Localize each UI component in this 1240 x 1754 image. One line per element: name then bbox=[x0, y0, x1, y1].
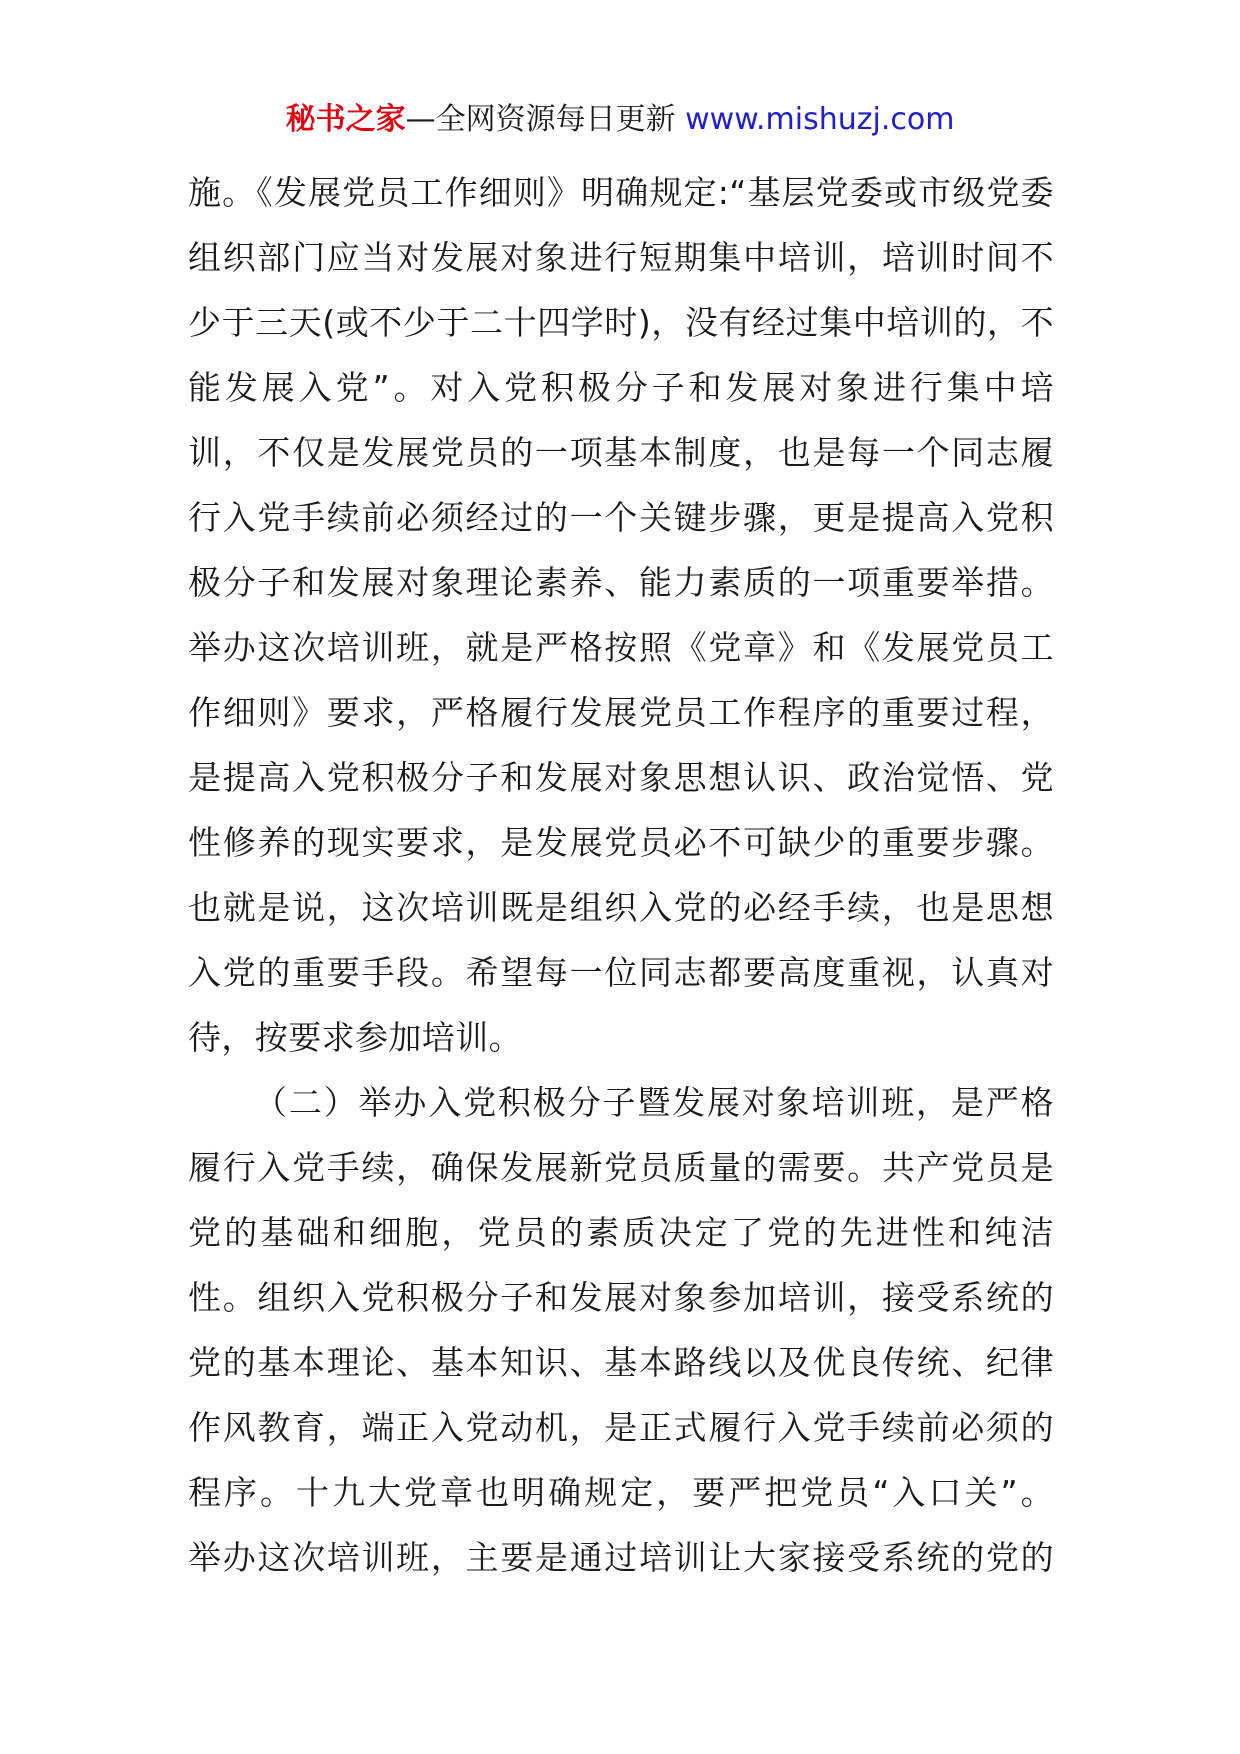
text-line: 程序。十九大党章也明确规定，要严把党员“入口关”。 bbox=[188, 1473, 1054, 1512]
text-line: 党的基础和细胞，党员的素质决定了党的先进性和纯洁 bbox=[188, 1213, 1054, 1252]
text-line: 举办这次培训班，主要是通过培训让大家接受系统的党的 bbox=[188, 1538, 1054, 1577]
text-line: 党的基本理论、基本知识、基本路线以及优良传统、纪律 bbox=[188, 1343, 1054, 1382]
text-line: 履行入党手续，确保发展新党员质量的需要。共产党员是 bbox=[188, 1148, 1054, 1187]
text-line: 入党的重要手段。希望每一位同志都要高度重视，认真对 bbox=[188, 953, 1054, 992]
text-line: 作风教育，端正入党动机，是正式履行入党手续前必须的 bbox=[188, 1408, 1054, 1447]
paragraph-heading-line: （二）举办入党积极分子暨发展对象培训班，是严格 bbox=[254, 1083, 1054, 1122]
text-line: 能发展入党”。对入党积极分子和发展对象进行集中培 bbox=[188, 368, 1054, 407]
page-header bbox=[0, 100, 1240, 140]
brand-name: 秘书之家 bbox=[285, 102, 406, 137]
text-line: 性。组织入党积极分子和发展对象参加培训，接受系统的 bbox=[188, 1278, 1054, 1317]
text-line: 性修养的现实要求，是发展党员必不可缺少的重要步骤。 bbox=[188, 823, 1054, 862]
website-url[interactable]: www.mishuzj.com bbox=[685, 102, 955, 137]
text-line: 少于三天(或不少于二十四学时)，没有经过集中培训的，不 bbox=[188, 303, 1054, 342]
text-line: 组织部门应当对发展对象进行短期集中培训，培训时间不 bbox=[188, 238, 1054, 277]
document-body bbox=[188, 160, 1054, 1590]
text-line: 施。《发展党员工作细则》明确规定:“基层党委或市级党委 bbox=[188, 173, 1054, 212]
text-line: 待，按要求参加培训。 bbox=[188, 1018, 522, 1057]
text-line: 作细则》要求，严格履行发展党员工作程序的重要过程， bbox=[188, 693, 1054, 732]
text-line: 行入党手续前必须经过的一个关键步骤，更是提高入党积 bbox=[188, 498, 1054, 537]
text-line: 是提高入党积极分子和发展对象思想认识、政治觉悟、党 bbox=[188, 758, 1054, 797]
text-line: 举办这次培训班，就是严格按照《党章》和《发展党员工 bbox=[188, 628, 1054, 667]
text-line: 极分子和发展对象理论素养、能力素质的一项重要举措。 bbox=[188, 563, 1054, 602]
text-line: 也就是说，这次培训既是组织入党的必经手续，也是思想 bbox=[188, 888, 1054, 927]
header-tagline: —全网资源每日更新 bbox=[405, 102, 686, 137]
text-line: 训，不仅是发展党员的一项基本制度，也是每一个同志履 bbox=[188, 433, 1054, 472]
